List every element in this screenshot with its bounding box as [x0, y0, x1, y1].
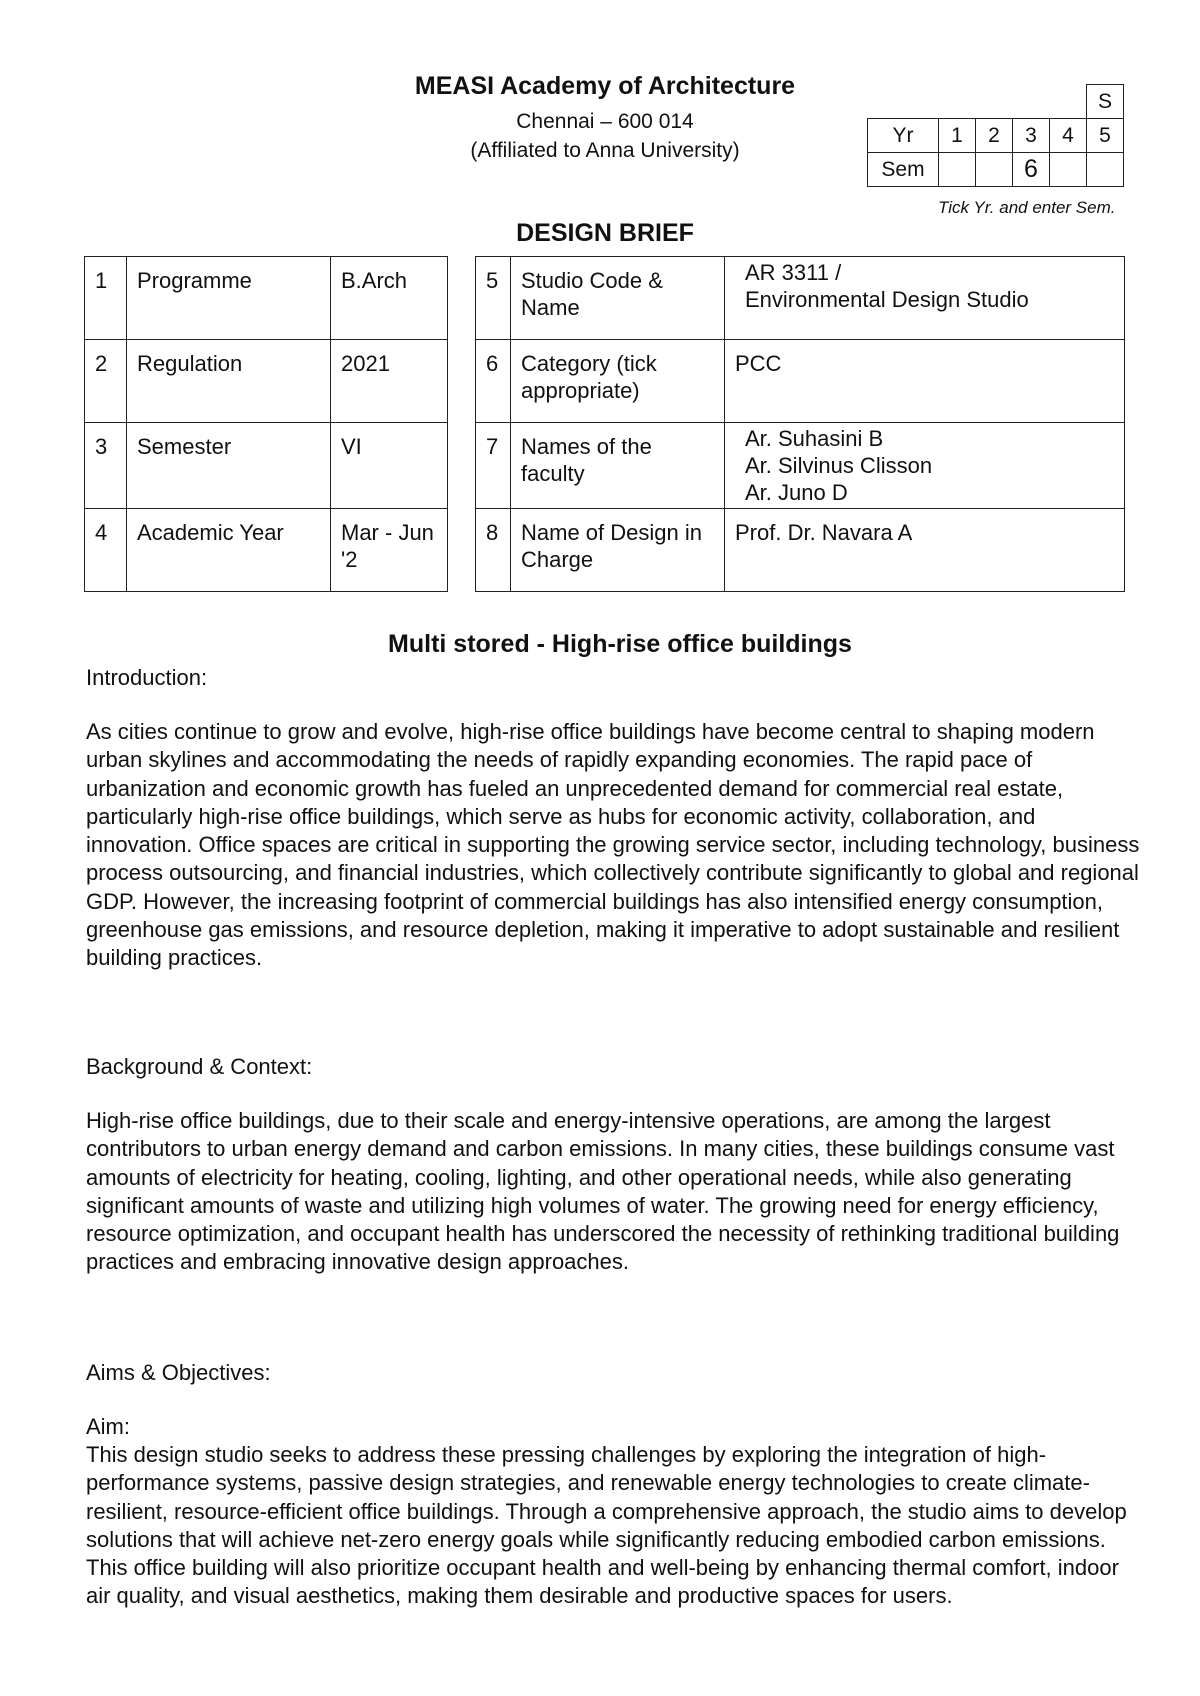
tick-instruction: Tick Yr. and enter Sem. [938, 198, 1116, 217]
table-row [85, 257, 1125, 340]
topic-title: Multi stored - High-rise office buildings [388, 630, 852, 658]
aim-heading: Aim: [86, 1414, 130, 1439]
field-value: 2021 [331, 340, 448, 423]
field-label: Programme [127, 257, 331, 340]
year-cell: 4 [1050, 119, 1087, 153]
column-gap [448, 257, 476, 340]
value-line: Ar. Silvinus Clisson [745, 453, 933, 478]
sem-label: Sem [868, 153, 939, 187]
row-number: 6 [476, 340, 511, 423]
year-cell: 5 [1087, 119, 1124, 153]
year-sem-corner: S [1087, 85, 1124, 119]
table-row [85, 423, 1125, 509]
value-line: Ar. Juno D [745, 480, 848, 505]
sem-row [868, 153, 1124, 187]
introduction-paragraph: As cities continue to grow and evolve, high-rise office buildings have become central to shaping modern urban skylines and accommodating the needs of rapidly expanding economies. The rapid pace of urbanization and economic growth has fueled an unprecedented demand for commercial real estate, particularly high-rise office buildings, which serve as hubs for economic activity, collaboration, and innovation. Office spaces are critical in supporting the growing service sector, including technology, business process outsourcing, and financial industries, which collectively contribute significantly to global and regional GDP. However, the increasing footprint of commercial buildings has also intensified energy consumption, greenhouse gas emissions, and resource depletion, making it imperative to adopt sustainable and resilient building practices. [86, 719, 1140, 971]
year-cell: 1 [939, 119, 976, 153]
background-heading: Background & Context: [86, 1054, 313, 1079]
column-gap [448, 423, 476, 509]
table-row [85, 509, 1125, 592]
row-number: 5 [476, 257, 511, 340]
field-label: Category (tick appropriate) [511, 340, 725, 423]
field-value [725, 423, 1125, 509]
sem-cell [1087, 153, 1124, 187]
aim-paragraph: This design studio seeks to address these pressing challenges by exploring the integration of high-performance systems, passive design strategies, and renewable energy technologies to create climate-resilient, resource-efficient office buildings. Through a comprehensive approach, the studio aims to develop solutions that will achieve net-zero energy goals while significantly reducing embodied carbon emissions. This office building will also prioritize occupant health and well-being by enhancing thermal comfort, indoor air quality, and visual aesthetics, making them desirable and productive spaces for users. [86, 1442, 1127, 1609]
institution-name: MEASI Academy of Architecture [414, 72, 796, 100]
institution-affiliation: (Affiliated to Anna University) [470, 139, 740, 162]
value-line: Environmental Design Studio [745, 287, 1029, 312]
value-line: AR 3311 / [745, 260, 842, 285]
document-title: DESIGN BRIEF [516, 219, 694, 247]
year-label: Yr [868, 119, 939, 153]
sem-cell [976, 153, 1013, 187]
row-number: 3 [85, 423, 127, 509]
brief-info-table [84, 256, 1125, 592]
value-line: Prof. Dr. Navara A [735, 520, 913, 545]
year-cell: 3 [1013, 119, 1050, 153]
year-row [868, 119, 1124, 153]
sem-cell [939, 153, 976, 187]
row-number: 8 [476, 509, 511, 592]
field-label: Academic Year [127, 509, 331, 592]
aims-objectives-heading: Aims & Objectives: [86, 1360, 271, 1385]
row-number: 4 [85, 509, 127, 592]
field-value [725, 340, 1125, 423]
field-value: Mar - Jun '2 [331, 509, 448, 592]
field-label: Name of Design in Charge [511, 509, 725, 592]
table-row [85, 340, 1125, 423]
field-label: Semester [127, 423, 331, 509]
field-value [725, 257, 1125, 340]
field-label: Regulation [127, 340, 331, 423]
row-number: 7 [476, 423, 511, 509]
row-number: 2 [85, 340, 127, 423]
institution-city: Chennai – 600 014 [516, 110, 694, 133]
value-line: PCC [735, 351, 782, 376]
field-label: Names of the faculty [511, 423, 725, 509]
sem-value: 6 [1013, 153, 1050, 187]
year-cell: 2 [976, 119, 1013, 153]
background-paragraph: High-rise office buildings, due to their scale and energy-intensive operations, are among the largest contributors to urban energy demand and carbon emissions. In many cities, these buildings consume vast amounts of electricity for heating, cooling, lighting, and other operational needs, while also generating significant amounts of waste and utilizing high volumes of water. The growing need for energy efficiency, resource optimization, and occupant health has underscored the necessity of rethinking traditional building practices and embracing innovative design approaches. [86, 1108, 1120, 1275]
column-gap [448, 509, 476, 592]
introduction-heading: Introduction: [86, 665, 208, 690]
field-value: B.Arch [331, 257, 448, 340]
year-sem-box [867, 84, 1124, 187]
field-value: VI [331, 423, 448, 509]
sem-cell [1050, 153, 1087, 187]
column-gap [448, 340, 476, 423]
field-label: Studio Code & Name [511, 257, 725, 340]
field-value [725, 509, 1125, 592]
row-number: 1 [85, 257, 127, 340]
value-line: Ar. Suhasini B [745, 426, 884, 451]
